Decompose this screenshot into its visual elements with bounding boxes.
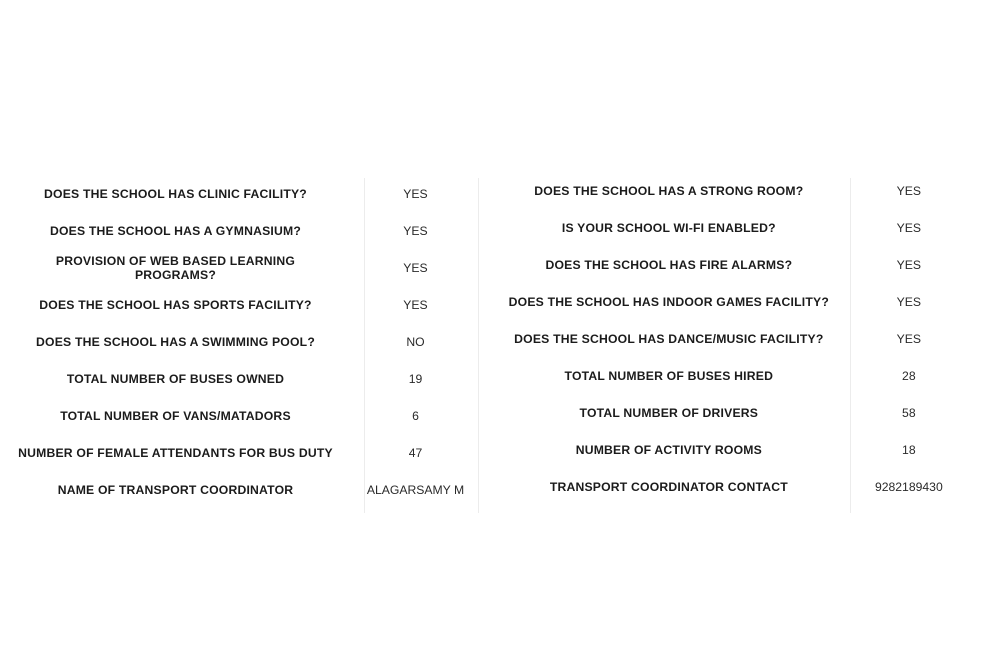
row-label: NAME OF TRANSPORT COORDINATOR [57,482,294,497]
row-label: DOES THE SCHOOL HAS INDOOR GAMES FACILITY? [508,294,829,309]
info-row-dance-music [500,320,970,357]
info-row-fire-alarms [500,246,970,283]
info-row-buses-hired [500,357,970,394]
row-label: DOES THE SCHOOL HAS SPORTS FACILITY? [39,297,312,312]
row-label: TOTAL NUMBER OF VANS/MATADORS [60,408,291,423]
info-row-wifi [500,209,970,246]
info-row-buses-owned [14,360,484,397]
row-label: TOTAL NUMBER OF BUSES HIRED [564,368,774,383]
row-value: YES [896,183,922,198]
row-value: NO [406,334,425,349]
info-row-swimming-pool [14,323,484,360]
row-label: NUMBER OF ACTIVITY ROOMS [575,442,762,457]
row-value: 47 [408,445,423,460]
row-label: TOTAL NUMBER OF DRIVERS [579,405,759,420]
row-label: DOES THE SCHOOL HAS FIRE ALARMS? [545,257,793,272]
info-row-vans [14,397,484,434]
row-label: TRANSPORT COORDINATOR CONTACT [549,479,788,494]
row-value: ALAGARSAMY M [366,482,465,497]
row-label: DOES THE SCHOOL HAS A GYMNASIUM? [49,223,302,238]
info-row-sports [14,286,484,323]
row-value: 6 [412,408,419,423]
info-row-web-learning [14,249,484,286]
row-value: YES [896,257,922,272]
row-label: TOTAL NUMBER OF BUSES OWNED [66,371,285,386]
row-value: YES [403,297,428,312]
row-label: PROVISION OF WEB BASED LEARNING PROGRAMS? [55,253,296,282]
info-row-strong-room [500,172,970,209]
info-row-activity-rooms [500,431,970,468]
row-value: 19 [408,371,423,386]
row-value: YES [896,294,922,309]
info-row-female-attendants [14,434,484,471]
row-value: 9282189430 [874,479,943,494]
info-row-coordinator-contact [500,468,970,505]
info-row-transport-coordinator [14,471,484,508]
row-value: 18 [902,442,916,457]
row-label: NUMBER OF FEMALE ATTENDANTS FOR BUS DUTY [18,445,333,460]
right-info-table [500,172,970,505]
row-value: YES [403,186,428,201]
row-value: YES [403,223,428,238]
info-row-gymnasium [14,212,484,249]
row-value: 58 [902,405,916,420]
row-label: IS YOUR SCHOOL WI-FI ENABLED? [561,220,776,235]
info-row-indoor-games [500,283,970,320]
row-label: DOES THE SCHOOL HAS A STRONG ROOM? [534,183,804,198]
row-value: YES [403,260,428,275]
row-value: YES [896,220,922,235]
row-value: 28 [902,368,916,383]
left-info-table [14,175,484,508]
row-label: DOES THE SCHOOL HAS CLINIC FACILITY? [44,186,307,201]
row-label: DOES THE SCHOOL HAS DANCE/MUSIC FACILITY? [514,331,824,346]
info-row-clinic [14,175,484,212]
row-label: DOES THE SCHOOL HAS A SWIMMING POOL? [36,334,315,349]
info-row-drivers [500,394,970,431]
row-value: YES [896,331,922,346]
